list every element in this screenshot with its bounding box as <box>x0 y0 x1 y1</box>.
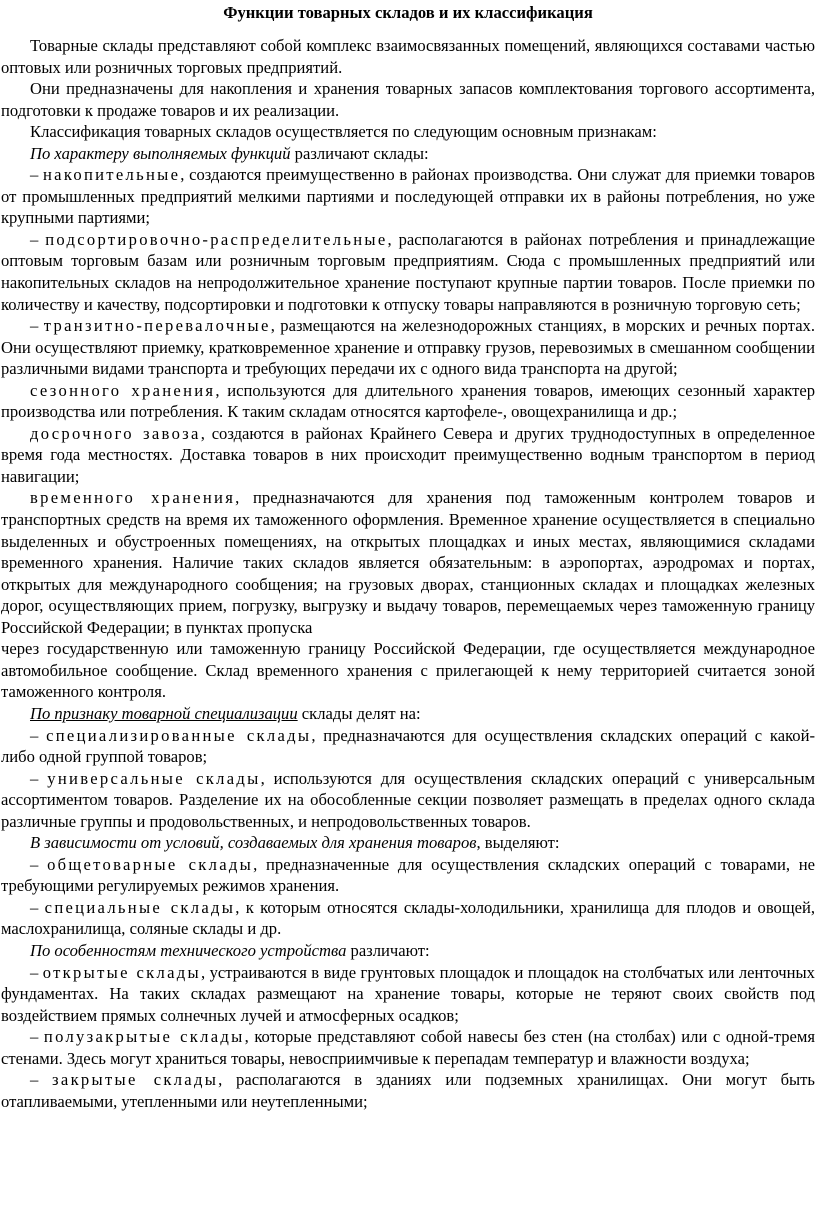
item-dash: – <box>30 897 45 917</box>
construction-heading-tail: различают: <box>346 940 430 960</box>
item-text: , предназначенные для осуществления складских операций с товарами, не требующими регулируемых режимов хранения. <box>1 854 815 896</box>
conditions-heading-tail: , выделяют: <box>476 833 560 853</box>
item-term: полузакрытые склады <box>43 1027 245 1047</box>
construction-item <box>1 962 815 1027</box>
construction-item <box>1 1069 815 1112</box>
intro-paragraph-3: Классификация товарных складов осуществляется по следующим основным признакам: <box>30 122 657 142</box>
item-text: , к которым относятся склады-холодильники, хранилища для плодов и овощей, маслохранилища, соляные склады и др. <box>1 897 816 939</box>
item-dash: – <box>30 229 46 249</box>
specialization-heading-tail: склады делят на: <box>297 703 421 723</box>
item-term: закрытые склады <box>52 1070 219 1090</box>
functions-item <box>1 229 815 315</box>
item-term: накопительные <box>42 165 181 185</box>
functions-heading-line <box>1 143 815 165</box>
item-dash: – <box>30 854 48 874</box>
item-dash: – <box>30 962 43 982</box>
item-term: подсортировочно-распределительные <box>45 229 388 249</box>
specialization-heading-line <box>1 703 815 725</box>
item-dash: – <box>30 725 47 745</box>
item-term: временного хранения <box>30 488 236 508</box>
item-term: специальные склады <box>44 897 236 917</box>
item-text: , предназначаются для осуществления складских операций с какой-либо одной группой товаров; <box>1 725 815 767</box>
functions-continuation: через государственную или таможенную границу Российской Федерации, где осуществляется международное автомобильное сообщение. Склад временного хранения с прилегающей к нему территорией считается зоной таможенного контроля. <box>1 639 815 702</box>
item-term: специализированные склады <box>46 725 312 745</box>
functions-item <box>1 487 815 638</box>
functions-item <box>1 423 815 488</box>
functions-heading: По характеру выполняемых функций <box>30 143 291 163</box>
item-term: досрочного завоза <box>30 423 201 443</box>
intro-paragraph-2: Они предназначены для накопления и хранения товарных запасов комплектования торгового ассортимента, подготовки к продаже товаров и их реализации. <box>1 79 815 120</box>
item-dash: – <box>30 316 44 336</box>
item-text: , используются для осуществления складских операций с универсальным ассортиментом товаров. Разделение их на обособленные секции позволяет размещать в пределах одного склада различные группы и продовольственных, и непродовольственных товаров. <box>1 768 816 831</box>
functions-item <box>1 164 815 229</box>
specialization-item <box>1 768 815 833</box>
item-text: , располагаются в районах потребления и принадлежащие оптовым торговым базам или розничным торговым предприятиям. Сюда с промышленных предприятий или накопительных складов на непродолжительное хранение поступают крупные партии товаров. После приемки по количеству и качеству, подсортировки и подготовки к отпуску товары направляются в розничную торговую сеть; <box>1 229 815 314</box>
conditions-heading: В зависимости от условий, создаваемых для хранения товаров <box>30 833 477 853</box>
item-term: сезонного хранения <box>30 380 216 400</box>
conditions-heading-line <box>1 832 815 854</box>
construction-heading: По особенностям технического устройства <box>30 940 347 960</box>
item-text: , размещаются на железнодорожных станциях, в морских и речных портах. Они осуществляют приемку, кратковременное хранение и отправку грузов, перевозимых в смешанном сообщении различными видами транспорта и требующих передачи их с одного вида транспорта на другой; <box>1 316 816 379</box>
specialization-item <box>1 725 815 768</box>
item-text: , устраиваются в виде грунтовых площадок и площадок на столбчатых или ленточных фундаментах. На таких складах размещают на хранение товары, которые не теряют своих свойств под воздействием прямых солнечных лучей и атмосферных осадков; <box>1 962 815 1025</box>
page-title: Функции товарных складов и их классификация <box>223 3 593 22</box>
item-term: транзитно-перевалочные <box>43 316 271 336</box>
item-term: универсальные склады <box>47 768 261 788</box>
item-text: , создаются преимущественно в районах производства. Они служат для приемки товаров от промышленных предприятий мелкими партиями и последующей отправки их в районы потребления, но уже крупными партиями; <box>1 165 815 228</box>
item-text: , которые представляют собой навесы без стен (на столбах) или с одной-тремя стенами. Здесь могут храниться товары, невосприимчивые к перепадам температур и влажности воздуха; <box>1 1027 815 1068</box>
item-dash: – <box>30 1027 44 1047</box>
construction-item <box>1 1026 815 1069</box>
functions-item <box>1 380 815 423</box>
specialization-heading: По признаку товарной специализации <box>30 703 298 723</box>
item-text: , создаются в районах Крайнего Севера и других труднодоступных в определенное время года местностях. Доставка товаров в них происходит преимущественно водным транспортом в период навигации; <box>1 423 815 486</box>
construction-heading-line <box>1 940 815 962</box>
conditions-item <box>1 854 815 897</box>
item-dash: – <box>30 768 48 788</box>
item-text: , используются для длительного хранения товаров, имеющих сезонный характер производства или потребления. К таким складам относятся картофеле-, овощехранилища и др.; <box>1 380 815 422</box>
item-text: , предназначаются для хранения под таможенным контролем товаров и транспортных средств на время их таможенного оформления. Временное хранение осуществляется в специально выделенных и обустроенных помещениях, на открытых площадках и иных местах, являющимися складами временного хранения. Наличие таких складов является обязательным: в аэропортах, аэродромах и портах, открытых для международного сообщения; на грузовых дворах, станционных складах и площадках железных дорог, осуществляющих прием, погрузку, выгрузку и выдачу товаров, перемещаемых через таможенную границу Российской Федерации; в пунктах пропуска <box>1 488 815 637</box>
item-term: общетоварные склады <box>47 854 254 874</box>
item-dash: – <box>30 1070 53 1090</box>
functions-heading-tail: различают склады: <box>290 143 429 163</box>
functions-item <box>1 315 815 380</box>
item-text: , располагаются в зданиях или подземных хранилищах. Они могут быть отапливаемыми, утепленными или неутепленными; <box>1 1070 815 1111</box>
conditions-item <box>1 897 815 940</box>
item-dash: – <box>30 165 43 185</box>
item-term: открытые склады <box>42 962 201 982</box>
intro-paragraph-1: Товарные склады представляют собой комплекс взаимосвязанных помещений, являющихся составами частью оптовых или розничных торговых предприятий. <box>1 36 815 77</box>
